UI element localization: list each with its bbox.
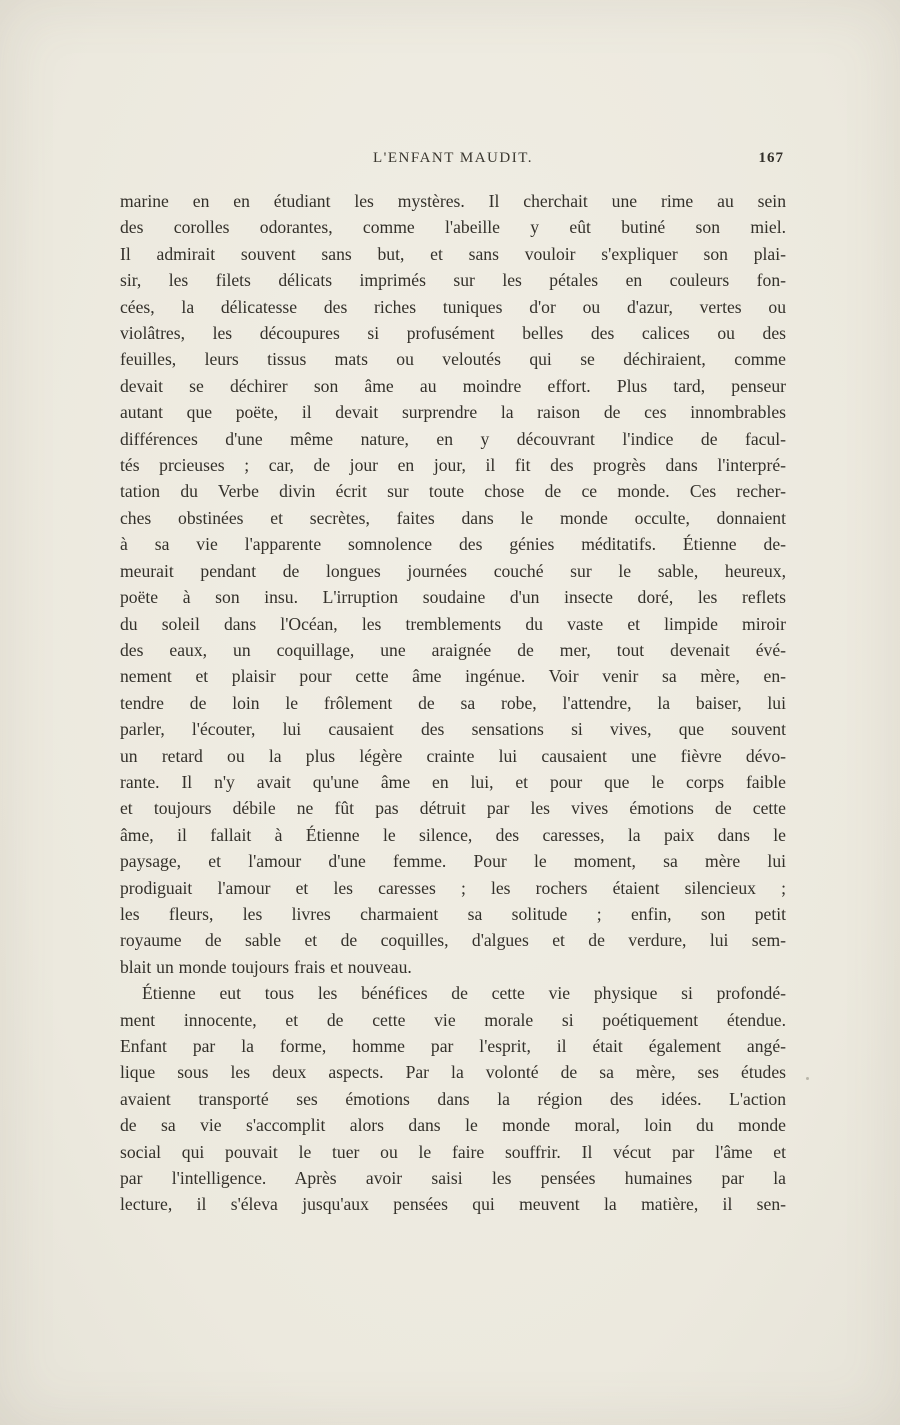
text-line: meurait pendant de longues journées couché sur le sable, heureux, xyxy=(120,560,786,581)
page-number: 167 xyxy=(758,150,784,166)
text-line: différences d'une même nature, en y découvrant l'indice de facul- xyxy=(120,428,786,449)
text-line: poëte à son insu. L'irruption soudaine d'un insecte doré, les reflets xyxy=(120,587,786,608)
text-line: des eaux, un coquillage, une araignée de mer, tout devenait évé- xyxy=(120,639,786,660)
text-line: à sa vie l'apparente somnolence des génies méditatifs. Étienne de- xyxy=(120,534,786,555)
text-line: du soleil dans l'Océan, les tremblements du vaste et limpide miroir xyxy=(120,613,786,634)
text-line: prodiguait l'amour et les caresses ; les rochers étaient silencieux ; xyxy=(120,877,786,898)
paragraph xyxy=(120,188,786,980)
text-line: autant que poëte, il devait surprendre la raison de ces innombrables xyxy=(120,402,786,423)
text-line: social qui pouvait le tuer ou le faire souffrir. Il vécut par l'âme et xyxy=(120,1141,786,1162)
text-line: tation du Verbe divin écrit sur toute chose de ce monde. Ces recher- xyxy=(120,481,786,502)
paragraph xyxy=(120,980,786,1218)
text-line: ches obstinées et secrètes, faites dans le monde occulte, donnaient xyxy=(120,507,786,528)
text-line: marine en en étudiant les mystères. Il cherchait une rime au sein xyxy=(120,191,786,211)
text-line: un retard ou la plus légère crainte lui causaient une fièvre dévo- xyxy=(120,745,786,766)
text-line: cées, la délicatesse des riches tuniques d'or ou d'azur, vertes ou xyxy=(120,296,786,317)
text-line: blait un monde toujours frais et nouveau. xyxy=(120,956,412,977)
text-line: rante. Il n'y avait qu'une âme en lui, et pour que le corps faible xyxy=(120,771,786,792)
text-line: nement et plaisir pour cette âme ingénue. Voir venir sa mère, en- xyxy=(120,666,786,687)
page-header xyxy=(120,150,786,176)
text-block xyxy=(120,150,786,1218)
running-title: L'ENFANT MAUDIT. xyxy=(372,150,534,166)
text-line: paysage, et l'amour d'une femme. Pour le moment, sa mère lui xyxy=(120,851,786,872)
scan-speck xyxy=(806,1077,809,1080)
text-line: royaume de sable et de coquilles, d'algues et de verdure, lui sem- xyxy=(120,930,786,951)
text-line: lique sous les deux aspects. Par la volonté de sa mère, ses études xyxy=(120,1062,786,1083)
text-line: âme, il fallait à Étienne le silence, des caresses, la paix dans le xyxy=(120,824,786,845)
page-body xyxy=(120,188,786,1218)
text-line: lecture, il s'éleva jusqu'aux pensées qui meuvent la matière, il sen- xyxy=(120,1194,786,1215)
text-line: Enfant par la forme, homme par l'esprit, il était également angé- xyxy=(120,1036,786,1056)
text-line: des corolles odorantes, comme l'abeille y eût butiné son miel. xyxy=(120,217,786,238)
text-line: ment innocente, et de cette vie morale si poétiquement étendue. xyxy=(120,1009,786,1030)
text-line: et toujours débile ne fût pas détruit par les vives émotions de cette xyxy=(120,798,786,819)
text-line: feuilles, leurs tissus mats ou veloutés qui se déchiraient, comme xyxy=(120,349,786,370)
text-line: Étienne eut tous les bénéfices de cette vie physique si profondé- xyxy=(142,983,786,1004)
text-line: par l'intelligence. Après avoir saisi les pensées humaines par la xyxy=(120,1168,786,1189)
text-line: tendre de loin le frôlement de sa robe, l'attendre, la baiser, lui xyxy=(120,692,786,713)
text-line: avaient transporté ses émotions dans la région des idées. L'action xyxy=(120,1088,786,1109)
text-line: Il admirait souvent sans but, et sans vouloir s'expliquer son plai- xyxy=(120,243,786,264)
text-line: devait se déchirer son âme au moindre effort. Plus tard, penseur xyxy=(120,375,786,396)
text-line: de sa vie s'accomplit alors dans le monde moral, loin du monde xyxy=(120,1115,786,1136)
text-line: parler, l'écouter, lui causaient des sensations si vives, que souvent xyxy=(120,719,786,740)
text-line: violâtres, les découpures si profusément belles des calices ou des xyxy=(120,323,786,344)
text-line: les fleurs, les livres charmaient sa solitude ; enfin, son petit xyxy=(120,903,786,924)
text-line: tés prcieuses ; car, de jour en jour, il fit des progrès dans l'interpré- xyxy=(120,455,786,476)
text-line: sir, les filets délicats imprimés sur les pétales en couleurs fon- xyxy=(120,270,786,291)
